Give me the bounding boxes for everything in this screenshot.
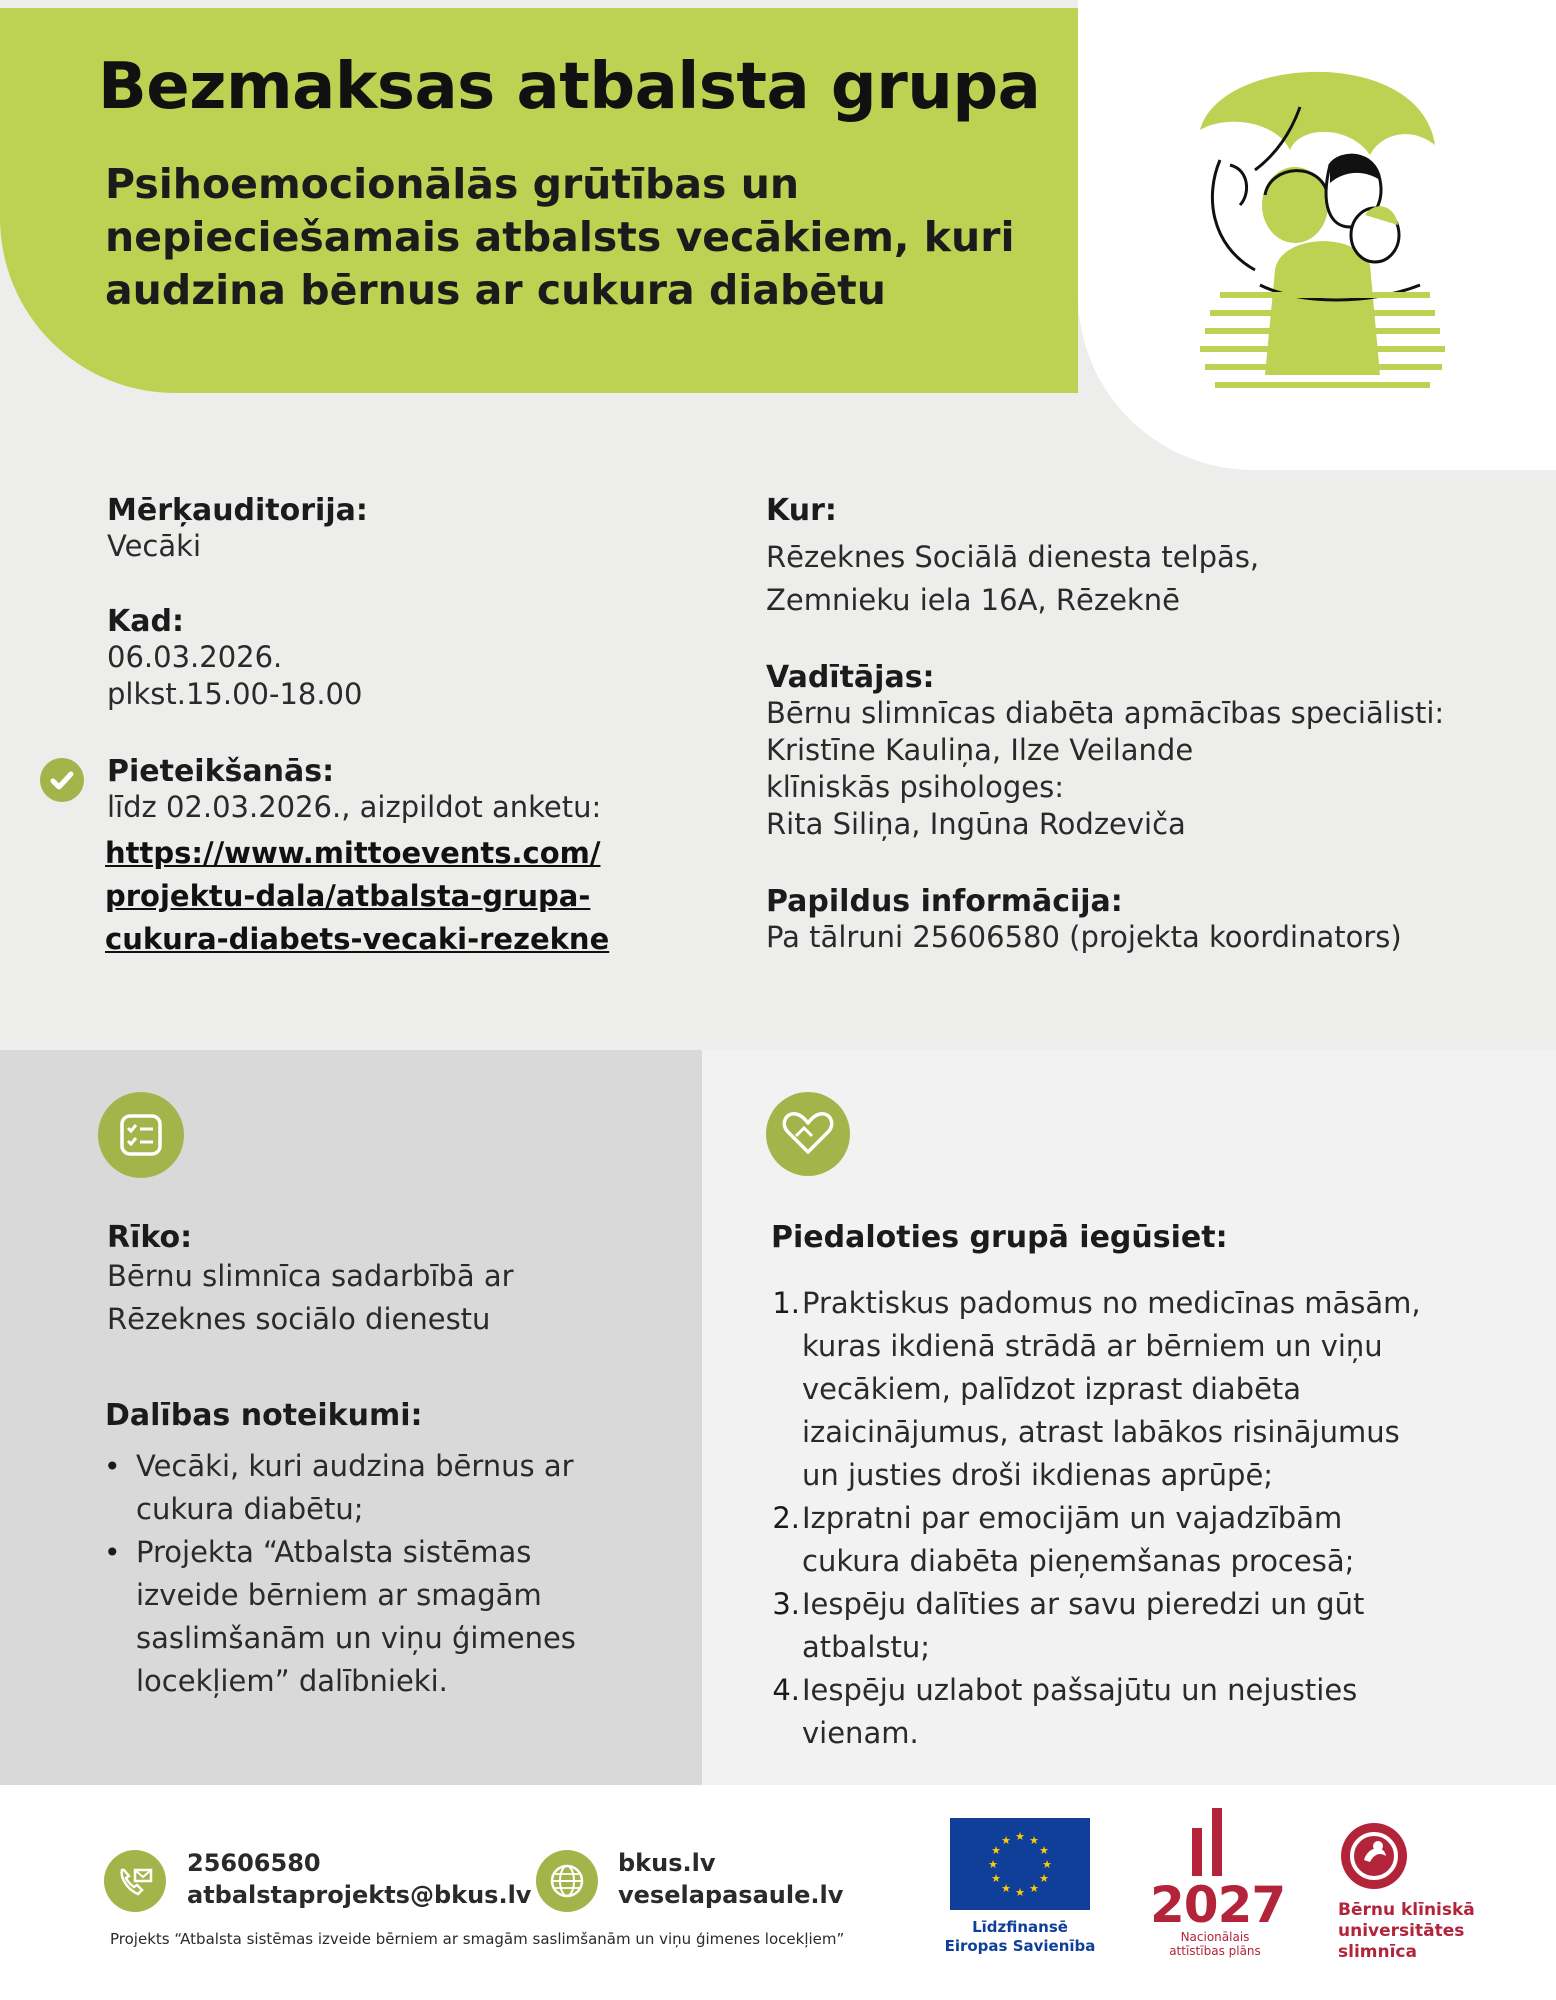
apply-block [107,754,601,826]
where-label: Kur: [766,493,837,528]
organizer-line: Rēzeknes sociālo dienestu [107,1302,491,1336]
when-date: 06.03.2026. [107,640,283,674]
list-item-line: kuras ikdienā strādā ar bērniem un viņu [802,1329,1383,1363]
where-block [766,493,1259,622]
eu-caption-line: Līdzfinansē [972,1918,1068,1936]
list-number: 2. [772,1501,800,1535]
organizer-label: Rīko: [107,1220,193,1255]
globe-icon [536,1850,598,1912]
heart-hands-icon [766,1092,850,1176]
list-item-line: • Vecāki, kuri audzina bērnus ar [136,1449,574,1483]
list-number: 1. [772,1286,800,1320]
list-item-line: Iespēju uzlabot pašsajūtu un nejusties [802,1673,1358,1707]
list-item [770,1669,1510,1755]
page-subtitle: Psihoemocionālās grūtības un nepieciešamais atbalsts vecākiem, kuri audzina bērnus ar cukura diabētu [105,160,1015,314]
list-item-line: cukura diabēta pieņemšanas procesā; [802,1544,1355,1578]
footer-site-link[interactable]: veselapasaule.lv [618,1881,844,1909]
list-item [770,1497,1510,1583]
svg-text:★: ★ [991,1872,1001,1885]
apply-link[interactable] [105,832,609,961]
list-item [770,1583,1510,1669]
list-number: 4. [772,1673,800,1707]
list-item-line: vecākiem, palīdzot izprast diabēta [802,1372,1302,1406]
benefits-label: Piedaloties grupā iegūsiet: [771,1220,1228,1255]
eu-caption [930,1918,1110,1956]
svg-text:★: ★ [1015,1886,1025,1899]
svg-text:★: ★ [988,1858,998,1871]
list-item [770,1282,1510,1497]
where-line: Zemnieku iela 16A, Rēzeknē [766,583,1180,617]
more-info-value: Pa tālruni 25606580 (projekta koordinators) [766,920,1402,954]
list-item-line: Iespēju dalīties ar savu pieredzi un gūt [802,1587,1365,1621]
when-time: plkst.15.00-18.00 [107,677,363,711]
eu-flag-logo [950,1818,1090,1910]
benefits-list [770,1282,1510,1755]
apply-link-line[interactable]: projektu-dala/atbalsta-grupa- [105,879,591,913]
list-item [100,1531,660,1703]
checklist-icon [98,1092,184,1178]
svg-text:★: ★ [1001,1882,1011,1895]
list-item-line: izveide bērniem ar smagām [136,1578,542,1612]
bkus-logo [1340,1822,1408,1890]
footer-websites [618,1847,843,1911]
list-item-line: • Projekta “Atbalsta sistēmas [136,1535,532,1569]
phone-mail-icon [104,1850,166,1912]
bkus-caption-line: slimnīca [1338,1942,1417,1962]
audience-block [107,493,368,565]
svg-text:★: ★ [1001,1834,1011,1847]
organizer-line: Bērnu slimnīca sadarbībā ar [107,1259,514,1293]
list-item-line: un justies droši ikdienas aprūpē; [802,1458,1274,1492]
leaders-line: Rita Siliņa, Ingūna Rodzeviča [766,807,1186,841]
list-item-line: atbalstu; [802,1630,931,1664]
bkus-caption [1338,1900,1498,1963]
svg-text:★: ★ [991,1844,1001,1857]
list-item-line: izaicinājumus, atrast labākos risinājumus [802,1415,1400,1449]
rules-label-text: Dalības noteikumi: [105,1398,423,1433]
np-logo-bars [1190,1808,1230,1876]
footer-site-link[interactable]: bkus.lv [618,1849,716,1877]
benefits-heading [771,1220,1228,1255]
leaders-line: Kristīne Kauliņa, Ilze Veilande [766,733,1194,767]
svg-text:★: ★ [1039,1844,1049,1857]
bkus-caption-line: Bērnu klīniskā [1338,1900,1475,1920]
footer-phone[interactable]: 25606580 [187,1849,321,1877]
list-item-line: vienam. [802,1716,919,1750]
list-item [100,1445,660,1531]
np-caption-line: Nacionālais [1180,1930,1250,1944]
np-caption [1140,1930,1290,1958]
eu-caption-line: Eiropas Savienība [944,1937,1096,1955]
svg-text:★: ★ [1029,1882,1039,1895]
svg-text:★: ★ [1039,1872,1049,1885]
family-umbrella-illustration [1180,55,1480,425]
rules-list [100,1445,660,1703]
footer-contact [187,1847,531,1911]
apply-text: līdz 02.03.2026., aizpildot anketu: [107,790,602,824]
check-icon [40,758,84,802]
apply-link-line[interactable]: https://www.mittoevents.com/ [105,836,601,870]
svg-text:★: ★ [1042,1858,1052,1871]
leaders-block [766,660,1444,843]
np-caption-line: attīstības plāns [1169,1944,1261,1958]
rules-label [105,1398,423,1433]
leaders-label: Vadītājas: [766,660,935,695]
list-item-line: saslimšanām un viņu ģimenes [136,1621,576,1655]
more-info-block [766,884,1402,956]
list-item-line: locekļiem” dalībnieki. [136,1664,448,1698]
project-note: Projekts “Atbalsta sistēmas izveide bērniem ar smagām saslimšanām un viņu ģimenes locekļiem” [110,1930,845,1948]
leaders-line: klīniskās psihologes: [766,770,1064,804]
footer-email[interactable]: atbalstaprojekts@bkus.lv [187,1881,532,1909]
organizer-block [107,1220,514,1341]
list-item-line: Praktiskus padomus no medicīnas māsām, [802,1286,1421,1320]
apply-label: Pieteikšanās: [107,754,335,789]
leaders-line: Bērnu slimnīcas diabēta apmācības speciālisti: [766,696,1445,730]
np-year: 2027 [1150,1876,1286,1934]
list-number: 3. [772,1587,800,1621]
page-title: Bezmaksas atbalsta grupa [98,50,1041,124]
audience-value: Vecāki [107,529,201,563]
audience-label: Mērķauditorija: [107,493,368,528]
when-label: Kad: [107,604,184,639]
list-item-line: Izpratni par emocijām un vajadzībām [802,1501,1343,1535]
when-block [107,604,362,713]
more-info-label: Papildus informācija: [766,884,1123,919]
list-item-line: cukura diabētu; [136,1492,364,1526]
apply-link-line[interactable]: cukura-diabets-vecaki-rezekne [105,922,610,956]
where-line: Rēzeknes Sociālā dienesta telpās, [766,540,1260,574]
svg-text:★: ★ [1015,1830,1025,1843]
svg-text:★: ★ [1029,1834,1039,1847]
bkus-caption-line: universitātes [1338,1921,1465,1941]
